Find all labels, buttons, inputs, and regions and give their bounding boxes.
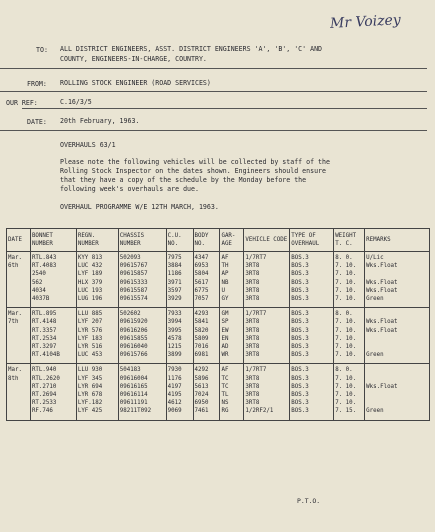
garage-value: TL [221,392,229,399]
regn-value: LYR 516 [77,344,103,351]
col-header-body: BODY NO. [193,229,220,252]
table-row [7,308,430,364]
code-value: 3RT8 [245,392,260,399]
body-value: 6775 [194,287,209,294]
weight-value: 7. 10. [335,383,357,390]
garage-value: TC [221,383,229,390]
weight-value: 7. 10. [335,279,357,286]
weight-value: 7. 10. [335,271,357,278]
weight-value: 8. 0. [335,367,353,374]
code-value: 3RT8 [245,327,260,334]
type-value: BOS.3 [291,311,309,318]
ref-value: C.16/3/5 [60,98,92,106]
body-value: 5841 [194,319,209,326]
chassis-value: 09615920 [119,319,148,326]
remarks-value [366,375,428,383]
garage-value: AF [221,367,229,374]
cu-value: 4578 [167,335,182,342]
body-line-3: that they have a copy of the schedule by the Monday before the [60,176,307,184]
bonnet-value: RT.2534 [31,335,57,342]
weight-value: 7. 10. [335,327,357,334]
cu-value: 7975 [167,255,182,261]
garage-value: EW [221,327,229,334]
regn-value: LUG 196 [77,296,103,303]
bonnet-cell [30,364,76,420]
bonnet-value: RT.2694 [31,392,57,399]
col-header-bonnet: BONNET NUMBER [30,229,76,252]
code-value: 3RT8 [245,296,260,303]
remarks-value [366,335,428,343]
col-header-chassis: CHASSIS NUMBER [118,229,166,252]
remarks-cell [365,308,430,364]
body-value: 4292 [194,367,209,374]
regn-cell [76,308,118,364]
col-header-cu: C.U. NO. [166,229,193,252]
body-value: 4293 [194,311,209,318]
ref-label: OUR REF: [6,99,38,107]
chassis-value: 502093 [119,255,141,261]
chassis-value: 98211T092 [119,408,152,415]
body-line-4: following week's overhauls are due. [60,185,199,193]
type-value: BOS.3 [291,271,309,278]
chassis-cell [118,308,166,364]
bonnet-cell [30,308,76,364]
cu-value: 4195 [167,392,182,399]
body-cell [193,252,220,308]
code-value: 3RT8 [245,271,260,278]
regn-value: LUC 193 [77,287,103,294]
cu-value: 9069 [167,408,182,415]
body-value: 6950 [194,400,209,407]
regn-value: LYF 345 [77,375,103,382]
remarks-value: U/Lic [366,255,384,261]
chassis-value: 09615333 [119,279,148,286]
date-cell: Mar. 6th [7,252,31,308]
col-header-type: TYPE OF OVERHAUL [290,229,334,252]
cu-value: 3597 [167,287,182,294]
garage-value: SP [221,319,229,326]
type-value: BOS.3 [291,408,309,415]
date-label: DATE: [27,118,47,126]
bonnet-value: RTL.940 [31,367,57,374]
col-header-remarks: REMARKS [365,229,430,252]
type-value: BOS.3 [291,255,309,261]
to-line-1: ALL DISTRICT ENGINEERS, ASST. DISTRICT ENGINEERS 'A', 'B', 'C' AND [60,45,323,53]
weight-value: 7. 10. [335,287,357,294]
garage-value: AD [221,344,229,351]
chassis-value: 09615855 [119,335,148,342]
chassis-value: 09616206 [119,327,148,334]
garage-value: RG [221,408,229,415]
overhauls-heading: OVERHAULS 63/1 [60,141,116,149]
body-value: 6981 [194,352,209,359]
cu-value: 3899 [167,352,182,359]
code-value: 3RT8 [245,279,260,286]
bonnet-value: RTL.895 [31,311,57,318]
body-value: 7461 [194,408,209,415]
chassis-value: 09615587 [119,287,148,294]
type-value: BOS.3 [291,263,309,270]
regn-value: LYR 678 [77,392,103,399]
regn-cell [76,252,118,308]
col-header-garage: GAR-AGE [220,229,244,252]
bonnet-value: 2540 [31,271,46,278]
cu-value: 1176 [167,375,182,382]
cu-value: 7930 [167,367,182,374]
garage-cell [220,308,244,364]
code-value: 3RT8 [245,383,260,390]
remarks-value [366,391,428,399]
col-header-date: DATE [7,229,31,252]
regn-value: LYF 207 [77,319,103,326]
cu-value: 3971 [167,279,182,286]
divider [0,68,427,69]
garage-cell [220,364,244,420]
cu-value: 1186 [167,271,182,278]
regn-value: LYF.182 [77,400,103,407]
type-value: BOS.3 [291,392,309,399]
type-value: BOS.3 [291,367,309,374]
body-value: 5896 [194,375,209,382]
weight-value: 8. 0. [335,255,353,261]
code-value: 3RT8 [245,344,260,351]
garage-value: AP [221,271,229,278]
weight-value: 7. 10. [335,296,357,303]
cu-value: 4197 [167,383,182,390]
garage-value: GY [221,296,229,303]
remarks-cell [365,364,430,420]
remarks-value: Wks.Float [366,263,398,270]
body-value: 6953 [194,263,209,270]
divider [0,130,427,131]
regn-value: LLU 930 [77,367,103,374]
remarks-cell [365,252,430,308]
body-cell [193,364,220,420]
bonnet-value: RT.4104B [31,352,60,359]
chassis-cell [118,364,166,420]
remarks-value: Wks.Float [366,383,398,390]
garage-value: EN [221,335,229,342]
cu-value: 1215 [167,344,182,351]
remarks-value [366,270,428,278]
from-label: FROM: [27,80,47,88]
remarks-value: Green [366,408,384,415]
to-line-2: COUNTY, ENGINEERS-IN-CHARGE, COUNTRY. [60,55,207,63]
regn-value: KYY 813 [77,255,103,261]
cu-value: 3994 [167,319,182,326]
garage-value: AF [221,255,229,261]
chassis-value: 09611191 [119,400,148,407]
date-cell: Mar. 7th [7,308,31,364]
bonnet-value: RTL.843 [31,255,57,261]
cu-value: 3929 [167,296,182,303]
overhaul-table [6,228,430,421]
code-value: 3RT8 [245,263,260,270]
chassis-value: 09616004 [119,375,148,382]
bonnet-value: RT.4083 [31,263,57,270]
body-cell [193,308,220,364]
code-value: 3RT8 [245,375,260,382]
garage-value: TH [221,263,229,270]
type-value: BOS.3 [291,400,309,407]
code-value: 3RT8 [245,319,260,326]
remarks-value: Wks.Float [366,319,398,326]
bonnet-value: 4034 [31,287,46,294]
weight-cell [334,308,365,364]
regn-value: LLU 885 [77,311,103,318]
weight-cell [334,364,365,420]
chassis-value: 504183 [119,367,141,374]
bonnet-value: RT.3357 [31,327,57,334]
type-value: BOS.3 [291,279,309,286]
bonnet-value: RT.4148 [31,319,57,326]
garage-cell [220,252,244,308]
remarks-value: Wks.Float [366,287,398,294]
body-value: 5820 [194,327,209,334]
remarks-value [366,343,428,351]
weight-value: 7. 10. [335,319,357,326]
garage-value: NB [221,279,229,286]
divider [0,91,427,92]
regn-value: LUC 453 [77,352,103,359]
garage-value: GM [221,311,229,318]
type-value: BOS.3 [291,375,309,382]
weight-value: 7. 10. [335,344,357,351]
cu-value: 3884 [167,263,182,270]
type-value: BOS.3 [291,383,309,390]
body-value: 4347 [194,255,209,261]
remarks-value: Green [366,296,384,303]
cu-value: 4612 [167,400,182,407]
code-value: 3RT8 [245,400,260,407]
body-value: 7057 [194,296,209,303]
cu-cell [166,308,193,364]
weight-cell [334,252,365,308]
remarks-value: Wks.Float [366,327,398,334]
garage-value: NS [221,400,229,407]
garage-value: TC [221,375,229,382]
regn-value: LYF 183 [77,335,103,342]
body-value: 7024 [194,392,209,399]
date-value: 20th February, 1963. [60,117,140,125]
code-value: 3RT8 [245,352,260,359]
body-value: 5804 [194,271,209,278]
weight-value: 8. 0. [335,311,353,318]
col-header-weight: WEIGHT T. C. [334,229,365,252]
cu-value: 3995 [167,327,182,334]
chassis-value: 09615767 [119,263,148,270]
weight-value: 7. 10. [335,263,357,270]
chassis-cell [118,252,166,308]
type-value: BOS.3 [291,319,309,326]
regn-cell [76,364,118,420]
regn-value: LYF 425 [77,408,103,415]
code-value: 1/7RT7 [245,311,267,318]
chassis-value: 09615857 [119,271,148,278]
chassis-value: 09616040 [119,344,148,351]
col-header-regn: REGN. NUMBER [76,229,118,252]
code-value: 1/7RT7 [245,255,267,261]
garage-value: U [221,287,225,294]
weight-value: 7. 10. [335,375,357,382]
weight-value: 7. 10. [335,352,357,359]
cu-cell [166,364,193,420]
bonnet-value: RTL.2620 [31,375,60,382]
remarks-value [366,399,428,407]
regn-value: LYR 576 [77,327,103,334]
handwritten-signature: Mr Voizey [329,12,402,32]
bonnet-value: RT.2710 [31,383,57,390]
regn-value: LUC 432 [77,263,103,270]
col-header-code: VEHICLE CODE [244,229,290,252]
bonnet-value: RT.2533 [31,400,57,407]
weight-value: 7. 15. [335,408,357,415]
code-cell [244,364,290,420]
remarks-value [366,310,428,318]
type-value: BOS.3 [291,296,309,303]
bonnet-value: RT.3297 [31,344,57,351]
regn-value: LYR 694 [77,383,103,390]
type-cell [290,252,334,308]
weight-value: 7. 10. [335,400,357,407]
table-header-row [7,229,430,252]
cu-value: 7933 [167,311,182,318]
body-line-1: Please note the following vehicles will be collected by staff of the [60,158,330,166]
code-value: 3RT8 [245,287,260,294]
cu-cell [166,252,193,308]
regn-value: HLX 379 [77,279,103,286]
chassis-value: 09615574 [119,296,148,303]
to-label: TO: [36,46,48,54]
from-value: ROLLING STOCK ENGINEER (ROAD SERVICES) [60,79,211,87]
garage-value: WR [221,352,229,359]
weight-value: 7. 10. [335,335,357,342]
bonnet-cell [30,252,76,308]
body-value: 5617 [194,279,209,286]
code-cell [244,308,290,364]
code-value: 1/2RF2/1 [245,408,274,415]
programme-heading: OVERHAUL PROGRAMME W/E 12TH MARCH, 1963. [60,203,219,211]
remarks-value [366,366,428,374]
table-row [7,252,430,308]
code-value: 1/7RT7 [245,367,267,374]
type-value: BOS.3 [291,344,309,351]
date-cell: Mar. 8th [7,364,31,420]
chassis-value: 502602 [119,311,141,318]
bonnet-value: 562 [31,279,43,286]
type-value: BOS.3 [291,335,309,342]
type-cell [290,308,334,364]
remarks-value: Wks.Float [366,279,398,286]
bonnet-value: RF.746 [31,408,53,415]
bonnet-value: 4037B [31,296,50,303]
pto-label: P.T.O. [297,497,321,505]
type-value: BOS.3 [291,287,309,294]
chassis-value: 09616114 [119,392,148,399]
chassis-value: 09615766 [119,352,148,359]
regn-value: LYF 189 [77,271,103,278]
body-value: 5809 [194,335,209,342]
table-row [7,364,430,420]
divider [22,108,427,109]
chassis-value: 09616165 [119,383,148,390]
body-value: 5613 [194,383,209,390]
remarks-value: Green [366,352,384,359]
weight-value: 7. 10. [335,392,357,399]
body-line-2: Rolling Stock Inspector on the dates shown. Engineers should ensure [60,167,326,175]
code-value: 3RT8 [245,335,260,342]
body-value: 7016 [194,344,209,351]
code-cell [244,252,290,308]
type-value: BOS.3 [291,352,309,359]
type-cell [290,364,334,420]
type-value: BOS.3 [291,327,309,334]
